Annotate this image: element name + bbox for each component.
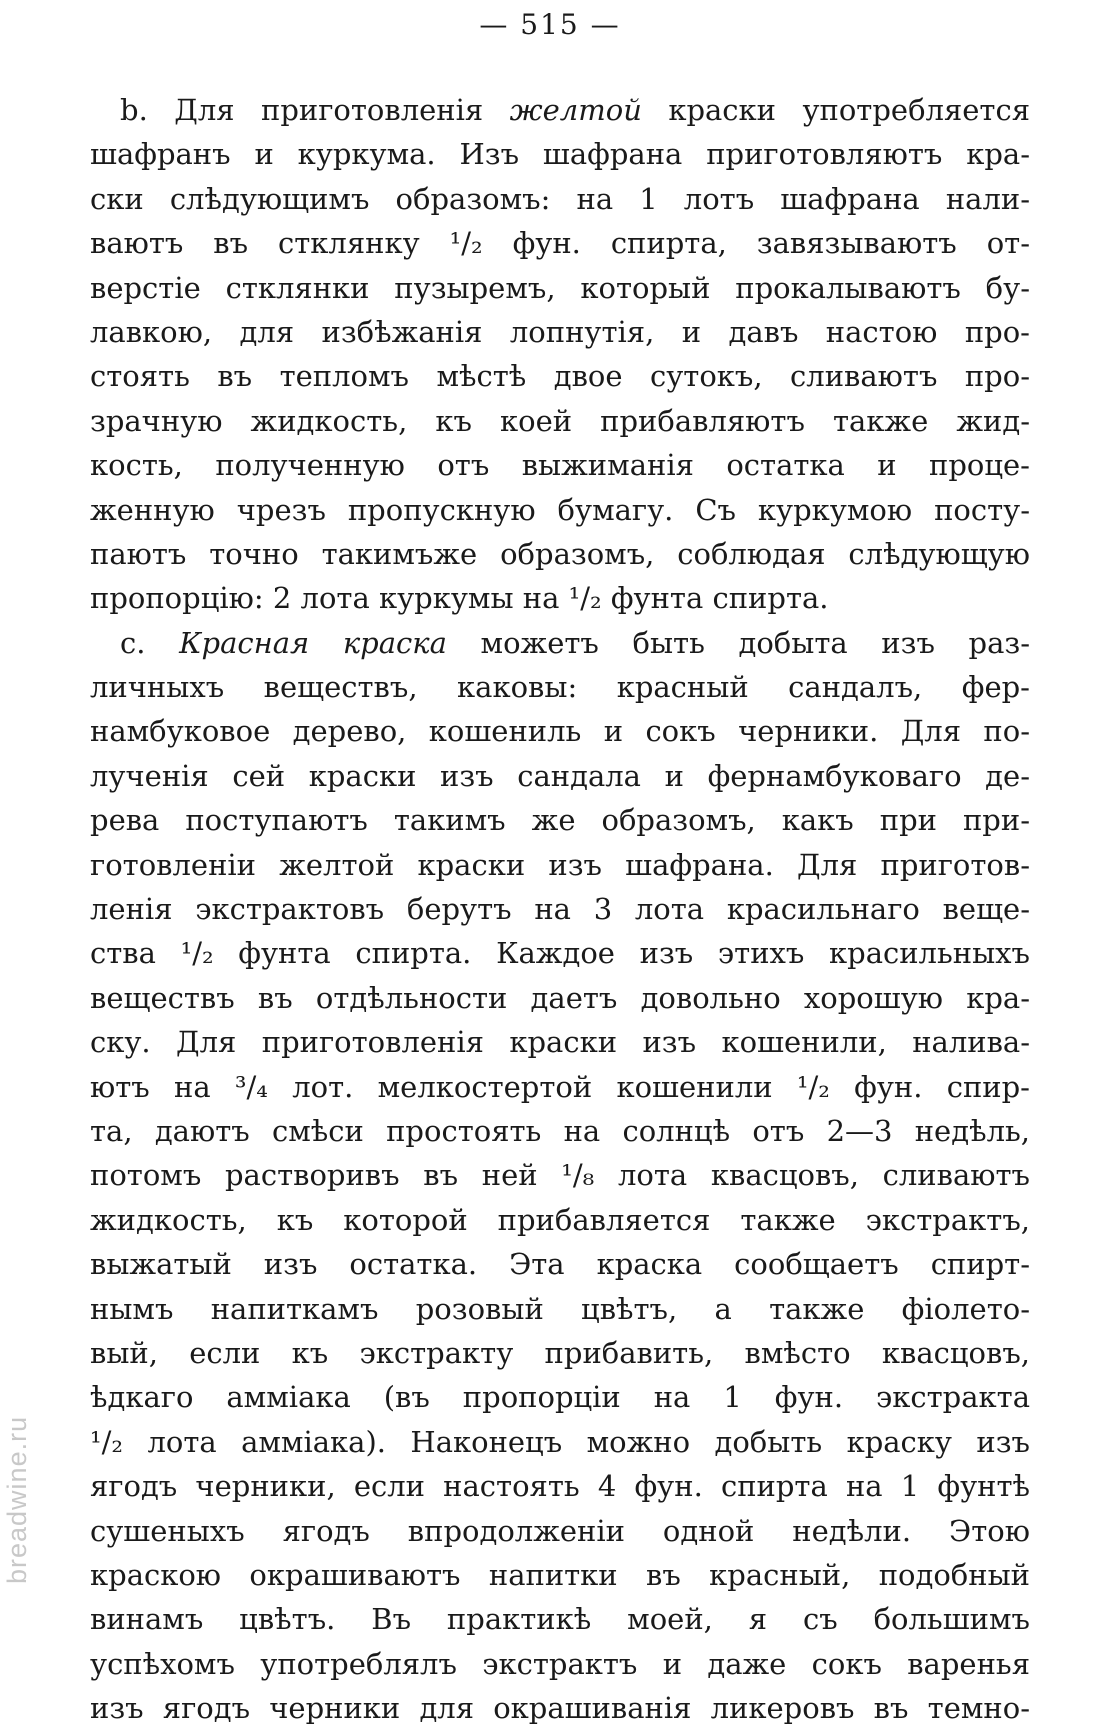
text-line: ства ¹/₂ фунта спирта. Каждое изъ этихъ красильныхъ xyxy=(90,936,1030,971)
text-line: изъ ягодъ черники для окрашиванія ликеровъ въ темно- xyxy=(90,1691,1030,1726)
text-line: вый, если къ экстракту прибавить, вмѣсто квасцовъ, xyxy=(90,1335,1030,1370)
text-line: личныхъ веществъ, каковы: красный сандалъ, фер- xyxy=(90,670,1030,705)
text-line: ски слѣдующимъ образомъ: на 1 лотъ шафрана нали- xyxy=(90,181,1030,216)
text-line: пропорцію: 2 лота куркумы на ¹/₂ фунта спирта. xyxy=(90,581,829,616)
text-line: винамъ цвѣтъ. Въ практикѣ моей, я съ большимъ xyxy=(90,1602,1030,1637)
italic-term: желтой xyxy=(509,93,642,127)
text-line: сушеныхъ ягодъ впродолженіи одной недѣли. Этою xyxy=(90,1513,1030,1548)
text-line: паютъ точно такимъже образомъ, соблюдая слѣдующую xyxy=(90,536,1030,571)
text-fragment: краски употребляется xyxy=(641,93,1030,127)
text-line: ваютъ въ стклянку ¹/₂ фун. спирта, завязываютъ от- xyxy=(90,226,1030,261)
text-line: зрачную жидкость, къ коей прибавляютъ также жид- xyxy=(90,403,1030,438)
text-line: ску. Для приготовленія краски изъ кошенили, налива- xyxy=(90,1025,1030,1060)
text-fragment: можетъ быть добыта изъ раз- xyxy=(446,625,1030,660)
text-line: ягодъ черники, если настоять 4 фун. спирта на 1 фунтѣ xyxy=(90,1469,1030,1504)
text-line: веществъ въ отдѣльности даетъ довольно хорошую кра- xyxy=(90,980,1030,1015)
text-line xyxy=(90,88,1030,132)
text-line: верстіе стклянки пузыремъ, который прокалываютъ бу- xyxy=(90,270,1030,305)
text-line: ютъ на ³/₄ лот. мелкостертой кошенили ¹/₂ фун. спир- xyxy=(90,1069,1030,1104)
page-number: — 515 — xyxy=(479,8,621,41)
text-line: лавкою, для избѣжанія лопнутія, и давъ настою про- xyxy=(90,314,1030,349)
text-line: лученія сей краски изъ сандала и фернамбуковаго де- xyxy=(90,758,1030,793)
text-line: выжатый изъ остатка. Эта краска сообщаетъ спирт- xyxy=(90,1247,1030,1282)
text-line: намбуковое дерево, кошениль и сокъ черники. Для по- xyxy=(90,714,1030,749)
text-line: женную чрезъ пропускную бумагу. Съ куркумою посту- xyxy=(90,492,1030,527)
text-line: та, даютъ смѣси простоять на солнцѣ отъ 2—3 недѣль, xyxy=(90,1113,1030,1148)
page-text xyxy=(90,88,1030,1730)
italic-term: Красная краска xyxy=(179,625,447,660)
text-line: ѣдкаго амміака (въ пропорціи на 1 фун. экстракта xyxy=(90,1380,1030,1415)
text-line: кость, полученную отъ выжиманія остатка и проце- xyxy=(90,448,1030,483)
text-line: стоять въ тепломъ мѣстѣ двое сутокъ, сливаютъ про- xyxy=(90,359,1030,394)
text-line: успѣхомъ употреблялъ экстрактъ и даже сокъ варенья xyxy=(90,1646,1030,1681)
text-line: ленія экстрактовъ берутъ на 3 лота красильнаго веще- xyxy=(90,892,1030,927)
text-line: готовленіи желтой краски изъ шафрана. Для приготов- xyxy=(90,847,1030,882)
text-line: потомъ растворивъ въ ней ¹/₈ лота квасцовъ, сливаютъ xyxy=(90,1158,1030,1193)
text-fragment: Для приготовленія xyxy=(147,93,510,127)
text-line: нымъ напиткамъ розовый цвѣтъ, а также фіолето- xyxy=(90,1291,1030,1326)
text-line: краскою окрашиваютъ напитки въ красный, подобный xyxy=(90,1557,1030,1592)
text-line: ¹/₂ лота амміака). Наконецъ можно добыть краску изъ xyxy=(90,1424,1030,1459)
text-line: шафранъ и куркума. Изъ шафрана приготовляютъ кра- xyxy=(90,137,1030,172)
text-line xyxy=(90,621,1030,665)
paragraph-marker: b. xyxy=(120,93,148,127)
text-line: рева поступаютъ такимъ же образомъ, какъ при при- xyxy=(90,803,1030,838)
text-line: жидкость, къ которой прибавляется также экстрактъ, xyxy=(90,1202,1030,1237)
site-watermark: breadwine.ru xyxy=(2,1415,32,1585)
paragraph-marker: c. xyxy=(120,625,146,660)
